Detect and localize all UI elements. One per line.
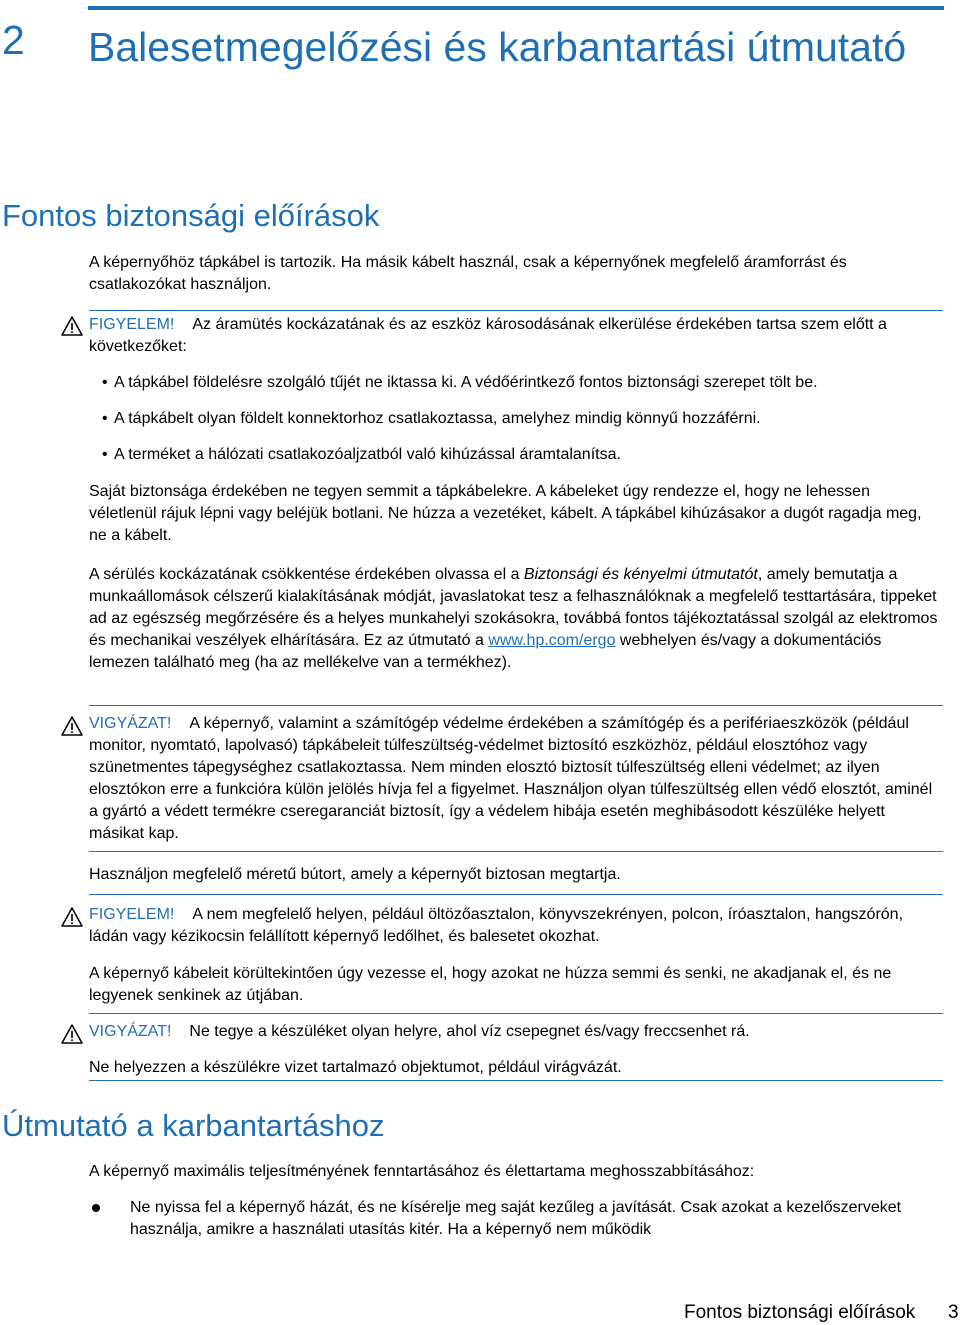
maintenance-intro: A képernyő maximális teljesítményének fenntartásához és élettartama meghosszabbításához: [89,1163,755,1180]
section-heading-maintenance: Útmutató a karbantartáshoz [2,1108,385,1143]
caution-rule-top [89,705,943,706]
bullet-dot [92,1204,100,1212]
guide-title: Biztonsági és kényelmi útmutatót [523,566,758,583]
warning-rule-top [89,894,943,895]
warning-label: FIGYELEM! [89,316,175,333]
warning-label: FIGYELEM! [89,906,175,923]
footer-section-name: Fontos biztonsági előírások [684,1302,916,1323]
warning-triangle-icon [61,907,83,927]
section-heading-safety: Fontos biztonsági előírások [2,198,380,233]
safety-intro: A képernyőhöz tápkábel is tartozik. Ha másik kábelt használ, csak a képernyőnek megfelelő áramforrást és csatlakozókat használjon. [89,254,847,293]
chapter-title: Balesetmegelőzési és karbantartási útmutató [88,24,907,70]
guide-text-2: , amely bemutatja a munkaállomások célszerű kialakításának módját, javaslatokat tesz a felhasználóknak a megfelelő testtartására, tippeket ad az egészség megőrzésére és a helyes munkahelyi szokásokra, továbbá fontos tájékoztatással szolgál az elektromos és mechanikai veszélyek elhárítására. Ez az útmutató a [89,566,938,649]
list-item: Ne nyissa fel a képernyő házát, és ne kísérelje meg saját kezűleg a javítását. Csak azokat a kezelőszerveket használja, amikre a használati utasítás kitér. Ha a képernyő nem működik [130,1199,902,1238]
list-item: • A tápkábel földelésre szolgáló tűjét ne iktassa ki. A védőérintkező fontos biztonsági szerepet tölt be. [102,374,818,391]
caution-rule-bottom [89,851,943,852]
list-item: • A tápkábelt olyan földelt konnektorhoz csatlakoztassa, amelyhez mindig könnyű hozzáférni. [102,410,761,427]
cables-note: A képernyő kábeleit körültekintően úgy vezesse el, hogy azokat ne húzza semmi és senki, ne akadjanak el, és ne legyenek senkinek az útjában. [89,965,892,1004]
warning-triangle-icon [61,1024,83,1044]
caution-text: A képernyő, valamint a számítógép védelme érdekében a számítógép és a perifériaeszközök (például monitor, nyomtató, lapolvasó) tápkábeleit túlfeszültség-védelmet biztosító eszközhöz, például elosztóhoz vagy szünetmentes tápegységhez csatlakoztassa. Nem minden elosztó biztosít túlfeszültség elleni védelmet; az ilyen elosztókon erre a funkcióra külön jelölés hívja fel a figyelmet. Használjon olyan túlfeszültség ellen védő elosztót, aminél a gyártó a védett termékre cseregaranciát biztosít, így a védelem hibája esetén meghibásodott készüléke helyett másikat kap. [89,715,933,842]
warning-text: Az áramütés kockázatának és az eszköz károsodásának elkerülése érdekében tartsa szem előtt a következőket: [89,316,887,355]
caution-label: VIGYÁZAT! [89,715,172,732]
guide-paragraph [89,564,939,674]
vase-note: Ne helyezzen a készülékre vizet tartalmazó objektumot, például virágvázát. [89,1059,622,1076]
top-rule [88,6,944,10]
bullet-text: A tápkábelt olyan földelt konnektorhoz csatlakoztassa, amelyhez mindig könnyű hozzáférni. [114,410,761,427]
guide-text-3: webhelyen és/vagy a dokumentációs lemezen található meg (ha az mellékelve van a termékhez). [89,632,882,671]
warning-2 [89,904,939,948]
list-item: • A terméket a hálózati csatlakozóaljzatból való kihúzással áramtalanítsa. [102,446,621,463]
caution-label: VIGYÁZAT! [89,1023,172,1040]
warning-triangle-icon [61,716,83,736]
page-number: 3 [948,1302,959,1323]
furniture-note: Használjon megfelelő méretű bútort, amely a képernyőt biztosan megtartja. [89,866,621,883]
bullet-text: A tápkábel földelésre szolgáló tűjét ne iktassa ki. A védőérintkező fontos biztonsági szerepet tölt be. [114,374,818,391]
chapter-number: 2 [2,17,25,63]
caution-1 [89,713,939,845]
caution-rule-top [89,1013,943,1014]
ergo-link[interactable]: www.hp.com/ergo [488,632,616,649]
warning-text: A nem megfelelő helyen, például öltözőasztalon, könyvszekrényen, polcon, íróasztalon, hangszórón, ládán vagy kézikocsin felállított képernyő ledőlhet, és balesetet okozhat. [89,906,904,945]
warning-1 [89,314,939,358]
warning-1-after: Saját biztonsága érdekében ne tegyen semmit a tápkábelekre. A kábeleket úgy rendezze el, hogy ne lehessen véletlenül rájuk lépni vagy beléjük botlani. Ne húzza a vezetéket, kábelt. A tápkábel kihúzásakor a dugót ragadja meg, ne a kábelt. [89,483,922,544]
warning-triangle-icon [61,316,83,336]
caution-2 [89,1021,939,1043]
guide-text-1: A sérülés kockázatának csökkentése érdekében olvassa el a [89,566,524,583]
bullet-text: A terméket a hálózati csatlakozóaljzatból való kihúzással áramtalanítsa. [114,446,621,463]
caution-rule-bottom [89,1080,943,1081]
caution-text: Ne tegye a készüléket olyan helyre, ahol víz csepegnet és/vagy freccsenhet rá. [189,1023,750,1040]
warning-rule-top [89,310,943,311]
